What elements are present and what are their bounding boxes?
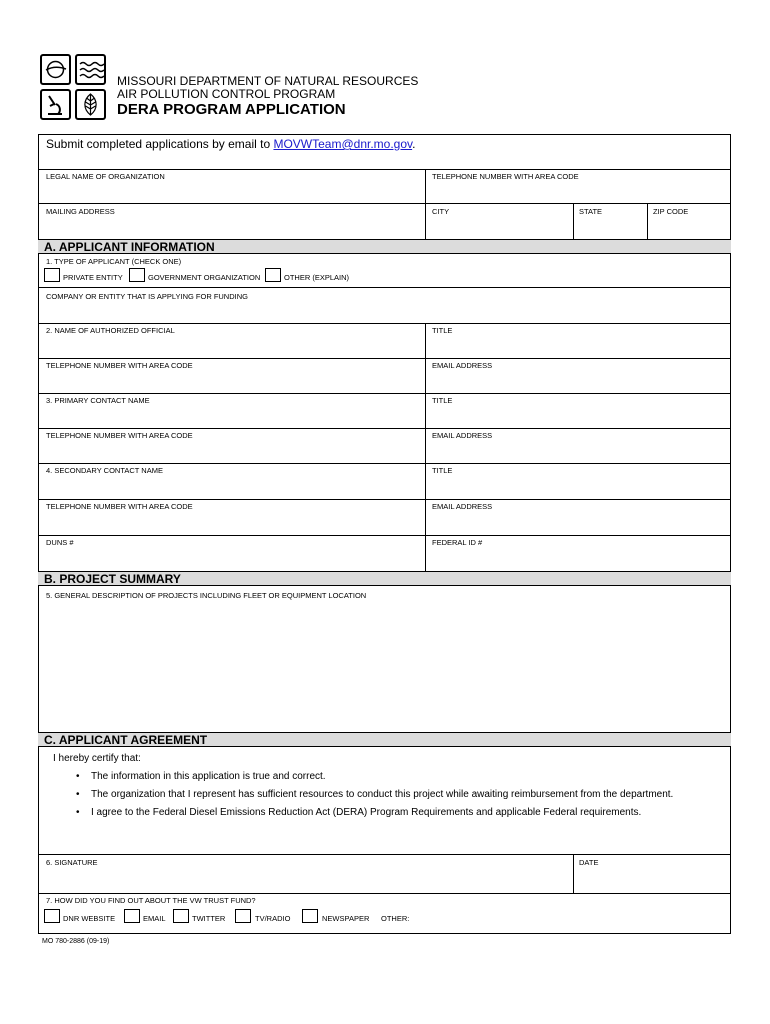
primary-title-label: TITLE <box>432 396 453 405</box>
tv-radio-checkbox[interactable] <box>235 909 251 923</box>
state-label: STATE <box>579 207 603 216</box>
bullet-icon: • <box>76 771 80 782</box>
authorized-official-label: 2. NAME OF AUTHORIZED OFFICIAL <box>46 326 175 335</box>
dnr-website-checkbox[interactable] <box>44 909 60 923</box>
other-source-field[interactable] <box>412 908 726 926</box>
agreement-item: The organization that I represent has sufficient resources to conduct this project while awaiting reimbursement from the department. <box>91 789 674 800</box>
secondary-title-label: TITLE <box>432 466 453 475</box>
applicant-type-label: 1. TYPE OF APPLICANT (CHECK ONE) <box>46 257 182 266</box>
zip-field[interactable] <box>651 218 730 236</box>
private-entity-checkbox[interactable] <box>44 268 60 282</box>
secondary-email-field[interactable] <box>430 515 729 533</box>
federal-id-field[interactable] <box>430 551 729 569</box>
org-telephone-label: TELEPHONE NUMBER WITH AREA CODE <box>432 172 579 181</box>
city-field[interactable] <box>430 218 572 236</box>
page-title: DERA PROGRAM APPLICATION <box>117 101 346 118</box>
org-telephone-field[interactable] <box>430 183 729 201</box>
secondary-tel-label: TELEPHONE NUMBER WITH AREA CODE <box>46 502 193 511</box>
project-description-label: 5. GENERAL DESCRIPTION OF PROJECTS INCLUDING FLEET OR EQUIPMENT LOCATION <box>46 591 367 600</box>
authorized-tel-field[interactable] <box>44 373 423 391</box>
city-label: CITY <box>432 207 450 216</box>
authorized-title-field[interactable] <box>430 338 729 356</box>
found-out-label: 7. HOW DID YOU FIND OUT ABOUT THE VW TRUST FUND? <box>46 896 256 905</box>
company-field[interactable] <box>44 303 728 321</box>
project-description-field[interactable] <box>44 602 728 732</box>
secondary-tel-field[interactable] <box>44 515 423 533</box>
twitter-label: TWITTER <box>192 914 226 923</box>
state-field[interactable] <box>577 218 646 236</box>
bullet-icon: • <box>76 789 80 800</box>
authorized-official-field[interactable] <box>44 338 423 356</box>
date-label: DATE <box>579 858 599 867</box>
email-checkbox[interactable] <box>124 909 140 923</box>
secondary-contact-label: 4. SECONDARY CONTACT NAME <box>46 466 163 475</box>
mailing-address-label: MAILING ADDRESS <box>46 207 115 216</box>
tv-radio-label: TV/RADIO <box>255 914 291 923</box>
legal-name-field[interactable] <box>44 183 423 201</box>
form-number: MO 780-2886 (09-19) <box>42 938 110 945</box>
duns-label: DUNS # <box>46 538 74 547</box>
email-link[interactable]: MOVWTeam@dnr.mo.gov <box>273 137 413 151</box>
secondary-contact-field[interactable] <box>44 479 423 497</box>
newspaper-label: NEWSPAPER <box>322 914 370 923</box>
authorized-tel-label: TELEPHONE NUMBER WITH AREA CODE <box>46 361 193 370</box>
waves-icon <box>75 54 106 85</box>
authorized-email-field[interactable] <box>430 373 729 391</box>
secondary-title-field[interactable] <box>430 479 729 497</box>
company-label: COMPANY OR ENTITY THAT IS APPLYING FOR FUNDING <box>46 292 248 301</box>
bullet-icon: • <box>76 807 80 818</box>
bird-water-icon <box>40 54 71 85</box>
certify-text: I hereby certify that: <box>53 753 141 764</box>
primary-tel-label: TELEPHONE NUMBER WITH AREA CODE <box>46 431 193 440</box>
private-entity-label: PRIVATE ENTITY <box>63 273 123 282</box>
government-org-label: GOVERNMENT ORGANIZATION <box>148 273 261 282</box>
other-type-label: OTHER (EXPLAIN) <box>284 273 350 282</box>
mailing-address-field[interactable] <box>44 218 423 236</box>
primary-email-field[interactable] <box>430 443 729 461</box>
microscope-icon <box>40 89 71 120</box>
primary-tel-field[interactable] <box>44 443 423 461</box>
date-field[interactable] <box>577 870 729 890</box>
agreement-item: I agree to the Federal Diesel Emissions Reduction Act (DERA) Program Requirements and applicable Federal requirements. <box>91 807 642 818</box>
primary-email-label: EMAIL ADDRESS <box>432 431 493 440</box>
federal-id-label: FEDERAL ID # <box>432 538 483 547</box>
zip-label: ZIP CODE <box>653 207 689 216</box>
email-label: EMAIL <box>143 914 166 923</box>
authorized-email-label: EMAIL ADDRESS <box>432 361 493 370</box>
twitter-checkbox[interactable] <box>173 909 189 923</box>
section-a-header: A. APPLICANT INFORMATION <box>38 239 731 254</box>
primary-title-field[interactable] <box>430 408 729 426</box>
signature-field[interactable] <box>44 870 571 890</box>
agency-name: MISSOURI DEPARTMENT OF NATURAL RESOURCES <box>117 74 419 88</box>
primary-contact-label: 3. PRIMARY CONTACT NAME <box>46 396 150 405</box>
other-type-checkbox[interactable] <box>265 268 281 282</box>
authorized-title-label: TITLE <box>432 326 453 335</box>
legal-name-label: LEGAL NAME OF ORGANIZATION <box>46 172 165 181</box>
duns-field[interactable] <box>44 551 423 569</box>
government-org-checkbox[interactable] <box>129 268 145 282</box>
section-b-header: B. PROJECT SUMMARY <box>38 571 731 586</box>
other-source-label: OTHER: <box>381 914 410 923</box>
section-c-header: C. APPLICANT AGREEMENT <box>38 732 731 747</box>
agreement-item: The information in this application is true and correct. <box>91 771 326 782</box>
signature-label: 6. SIGNATURE <box>46 858 98 867</box>
primary-contact-field[interactable] <box>44 408 423 426</box>
leaf-icon <box>75 89 106 120</box>
secondary-email-label: EMAIL ADDRESS <box>432 502 493 511</box>
newspaper-checkbox[interactable] <box>302 909 318 923</box>
program-name: AIR POLLUTION CONTROL PROGRAM <box>117 87 336 101</box>
submit-instructions: Submit completed applications by email to MOVWTeam@dnr.mo.gov. <box>46 137 416 151</box>
dnr-website-label: DNR WEBSITE <box>63 914 116 923</box>
